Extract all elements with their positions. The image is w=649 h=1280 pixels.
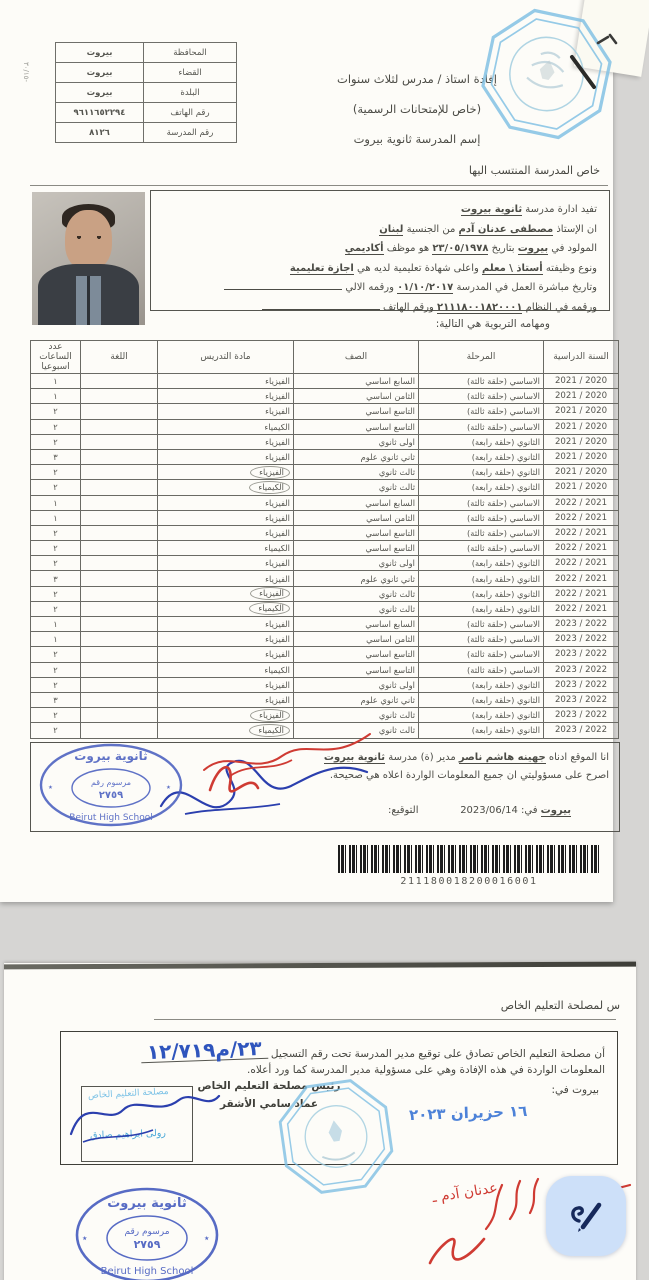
stamp-school-name: ثانوية بيروت bbox=[74, 749, 148, 763]
info-row: القضاء بيروت bbox=[56, 63, 237, 83]
table-row: 2022 / 2023 الثانوي (حلقة رابعة) ثالث ثانوي الكيمياء ٢ bbox=[31, 723, 619, 738]
table-row: 2020 / 2021 الثانوي (حلقة رابعة) اولى ثانوي الفيزياء ٢ bbox=[31, 434, 619, 449]
col-grade: الصف bbox=[294, 341, 419, 374]
table-row: 2021 / 2022 الثانوي (حلقة رابعة) ثالث ثانوي الكيمياء ٢ bbox=[31, 601, 619, 616]
photo-eyes bbox=[76, 236, 102, 239]
stamp-decree-label: مرسوم رقم bbox=[124, 1227, 170, 1237]
red-note-text: عدنان آدم ـ bbox=[431, 1179, 499, 1207]
approval-line-2: المعلومات الواردة في هذه الإفادة وهي على مسؤولية مدير المدرسة كما ورد أعلاه. bbox=[247, 1064, 605, 1076]
col-stage: المرحلة bbox=[419, 341, 544, 374]
stamp-decree-number: ٢٧٥٩ bbox=[98, 790, 124, 801]
table-row: 2020 / 2021 الثانوي (حلقة رابعة) ثالث ثانوي الكيمياء ٢ bbox=[31, 480, 619, 495]
info-row: المحافظة بيروت bbox=[56, 43, 237, 63]
table-row: 2021 / 2022 الثانوي (حلقة رابعة) اولى ثانوي الفيزياء ٢ bbox=[31, 556, 619, 571]
table-row: 2021 / 2022 الاساسي (حلقة ثالثة) الثامن اساسي الفيزياء ١ bbox=[31, 510, 619, 525]
table-row: 2022 / 2023 الاساسي (حلقة ثالثة) السابع اساسي الفيزياء ١ bbox=[31, 617, 619, 632]
certificate-subtitle: (خاص للإمتحانات الرسمية) bbox=[352, 102, 482, 116]
table-row: 2022 / 2023 الاساسي (حلقة ثالثة) التاسع اساسي الكيمياء ٢ bbox=[31, 662, 619, 677]
table-row: 2022 / 2023 الثانوي (حلقة رابعة) اولى ثانوي الفيزياء ٢ bbox=[31, 677, 619, 692]
duties-table-header bbox=[31, 341, 619, 374]
intro-line: تفيد ادارة مدرسة ثانوية بيروت bbox=[460, 204, 597, 215]
chief-signature bbox=[63, 1082, 223, 1152]
teacher-photo bbox=[32, 192, 145, 325]
declaration-line-1: انا الموقع ادناه جهينه هاشم ناصر مدير (ة) مدرسة ثانوية بيروت bbox=[323, 752, 609, 763]
info-row: البلدة بيروت bbox=[56, 83, 237, 103]
approval-line-1 bbox=[61, 1032, 617, 1062]
table-row: 2020 / 2021 الاساسي (حلقة ثالثة) الثامن اساسي الفيزياء ١ bbox=[31, 389, 619, 404]
place-label: بيروت في: bbox=[551, 1084, 599, 1096]
barcode-number: 211180018200016001 bbox=[400, 876, 538, 887]
section-title: خاص المدرسة المنتسب اليها bbox=[468, 164, 600, 177]
table-row: 2020 / 2021 الثانوي (حلقة رابعة) ثاني ثانوي علوم الفيزياء ٣ bbox=[31, 449, 619, 464]
school-oval-stamp bbox=[36, 742, 186, 828]
school-name-line: إسم المدرسة ثانوية بيروت bbox=[353, 132, 481, 146]
table-row: 2022 / 2023 الاساسي (حلقة ثالثة) التاسع اساسي الفيزياء ٢ bbox=[31, 647, 619, 662]
school-oval-stamp-2 bbox=[72, 1185, 222, 1280]
col-language: اللغة bbox=[81, 341, 158, 374]
place-date-line: بيروت في: 2023/06/14 bbox=[460, 805, 571, 816]
col-year: السنة الدراسية bbox=[544, 341, 619, 374]
table-row: 2021 / 2022 الاساسي (حلقة ثالثة) التاسع اساسي الفيزياء ٢ bbox=[31, 525, 619, 540]
duties-title: ومهامه التربوية هي التالية: bbox=[435, 318, 550, 330]
table-row: 2020 / 2021 الثانوي (حلقة رابعة) ثالث ثانوي الفيزياء ٢ bbox=[31, 465, 619, 480]
stamp-decree-number: ٢٧٥٩ bbox=[133, 1238, 161, 1251]
margin-note: ٣٠/١٥- bbox=[22, 62, 30, 82]
red-signature bbox=[202, 748, 262, 803]
table-row: 2021 / 2022 الثانوي (حلقة رابعة) ثالث ثانوي الفيزياء ٢ bbox=[31, 586, 619, 601]
duties-table bbox=[30, 340, 619, 739]
pen-edit-icon bbox=[565, 1195, 607, 1237]
col-subject: مادة التدريس bbox=[158, 341, 294, 374]
approval-text-1: أن مصلحة التعليم الخاص تصادق على توقيع مدير المدرسة تحت رقم التسجيل bbox=[270, 1048, 605, 1060]
barcode bbox=[338, 845, 600, 873]
table-row: 2020 / 2021 الاساسي (حلقة ثالثة) التاسع اساسي الفيزياء ٢ bbox=[31, 404, 619, 419]
pen-mark bbox=[560, 25, 622, 91]
intro-line: وتاريخ مباشرة العمل في المدرسة ٠١/١٠/٢٠١٧ ورقمه الالي bbox=[159, 278, 597, 298]
intro-line: ان الإستاذ مصطفى عدنان آدم من الجنسية لبنان bbox=[379, 223, 597, 235]
table-row: 2022 / 2023 الثانوي (حلقة رابعة) ثاني ثانوي علوم الفيزياء ٣ bbox=[31, 692, 619, 707]
intro-line: ورقمه في النظام ٢١١١٨٠٠١٨٢٠٠٠١ ورقم الهاتف bbox=[159, 298, 597, 318]
stamp-star-right: ٭ bbox=[166, 783, 171, 793]
scan-edge bbox=[4, 962, 636, 970]
dept-stamp-text: مصلحة التعليم الخاص bbox=[87, 1086, 169, 1102]
page2-divider bbox=[154, 1019, 616, 1020]
table-row: 2022 / 2023 الاساسي (حلقة ثالثة) الثامن اساسي الفيزياء ١ bbox=[31, 632, 619, 647]
edit-button[interactable] bbox=[546, 1176, 626, 1256]
dept-signer-name: رولى ابراهيم صادق bbox=[89, 1127, 167, 1142]
col-hours: عدد الساعات اسبوعيا bbox=[31, 341, 81, 374]
table-row: 2021 / 2022 الاساسي (حلقة ثالثة) التاسع اساسي الكيمياء ٢ bbox=[31, 541, 619, 556]
section-divider bbox=[30, 185, 608, 186]
approval-box bbox=[60, 1031, 618, 1165]
page2-section-title: س لمصلحة التعليم الخاص bbox=[500, 999, 620, 1012]
stamp-school-name-en: Beirut High School bbox=[69, 813, 153, 823]
info-row: رقم المدرسة ٨١٢٦ bbox=[56, 123, 237, 143]
table-row: 2020 / 2021 الاساسي (حلقة ثالثة) السابع اساسي الفيزياء ١ bbox=[31, 374, 619, 389]
table-row: 2020 / 2021 الاساسي (حلقة ثالثة) التاسع اساسي الكيمياء ٢ bbox=[31, 419, 619, 434]
signature-label: التوقيع: bbox=[388, 805, 419, 816]
photo-face bbox=[65, 210, 112, 270]
teacher-intro-box bbox=[150, 190, 610, 311]
certificate-title: إفادة استاذ / مدرس لثلاث سنوات bbox=[337, 72, 497, 86]
info-row: رقم الهاتف ٩٦١١٦٥٢٢٩٤ bbox=[56, 103, 237, 123]
intro-line: المولود في بيروت بتاريخ ٢٣/٠٥/١٩٧٨ هو موظف أكاديمي bbox=[344, 243, 597, 254]
date-stamp: ١٦ حزيران ٢٠٢٣ bbox=[408, 1101, 528, 1125]
table-row: 2021 / 2022 الاساسي (حلقة ثالثة) السابع اساسي الفيزياء ١ bbox=[31, 495, 619, 510]
school-info-table bbox=[55, 42, 237, 143]
intro-line: ونوع وظيفته أستاذ \ معلم واعلى شهادة تعليمية لديه هي اجازة تعليمية bbox=[289, 262, 597, 274]
stamp-school-name: ثانوية بيروت bbox=[107, 1196, 187, 1211]
table-row: 2021 / 2022 الثانوي (حلقة رابعة) ثاني ثانوي علوم الفيزياء ٣ bbox=[31, 571, 619, 586]
stamp-school-name-en: Beirut High School bbox=[100, 1266, 194, 1277]
stamp-star-left: ٭ bbox=[48, 783, 53, 793]
stamp-star-left: ٭ bbox=[82, 1233, 88, 1244]
registration-number-handwritten: ٢٣/م١٢/٧١٩ bbox=[141, 1040, 268, 1063]
stamp-decree-label: مرسوم رقم bbox=[90, 778, 132, 787]
chief-name: عماد سامي الأشقر bbox=[219, 1098, 319, 1110]
chief-title: رئيس مصلحة التعليم الخاص bbox=[197, 1080, 341, 1092]
photo-zipper bbox=[87, 276, 90, 325]
declaration-line-2: اصرح على مسؤوليتي ان جميع المعلومات الواردة اعلاه هي صحيحة. bbox=[329, 770, 609, 781]
stamp-star-right: ٭ bbox=[204, 1233, 210, 1244]
certificate-page-2 bbox=[4, 963, 636, 1280]
table-row: 2022 / 2023 الثانوي (حلقة رابعة) ثالث ثانوي الفيزياء ٢ bbox=[31, 708, 619, 723]
